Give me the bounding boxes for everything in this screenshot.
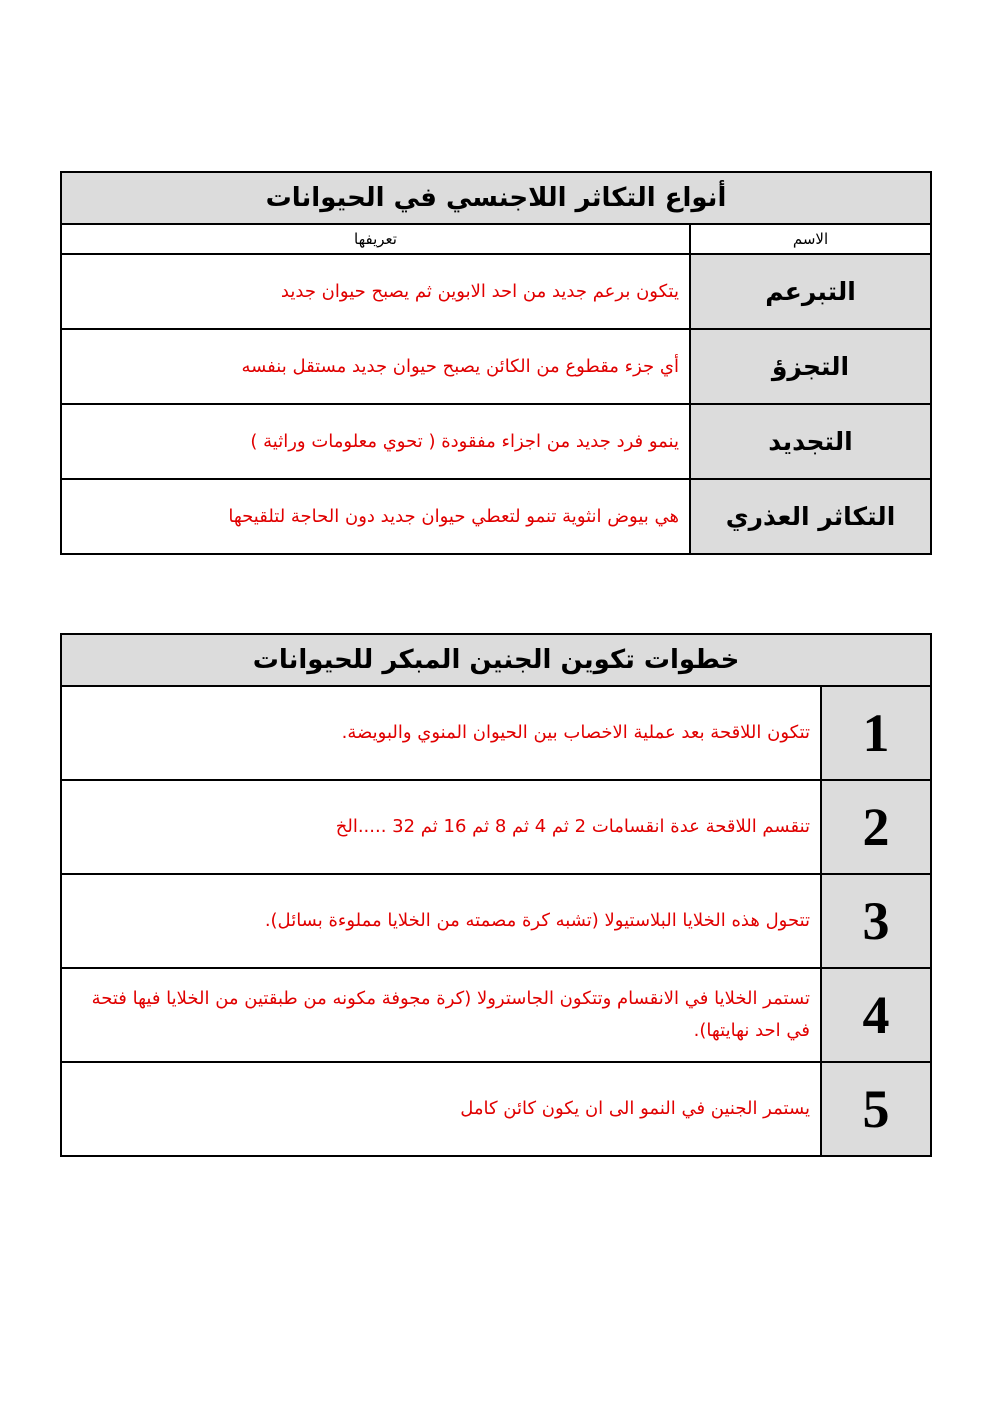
column-header-name: الاسم [690, 224, 931, 254]
step-text: تتكون اللاقحة بعد عملية الاخصاب بين الحيوان المنوي والبويضة. [61, 686, 821, 780]
step-text: تتحول هذه الخلايا البلاستيولا (تشبه كرة مصمته من الخلايا مملوءة بسائل). [61, 874, 821, 968]
table-row [61, 404, 931, 479]
term-definition: هي بيوض انثوية تنمو لتعطي حيوان جديد دون الحاجة لتلقيحها [61, 479, 690, 554]
step-number: 4 [821, 968, 931, 1062]
column-header-definition: تعريفها [61, 224, 690, 254]
term-definition: أي جزء مقطوع من الكائن يصبح حيوان جديد مستقل بنفسه [61, 329, 690, 404]
embryo-development-table [60, 633, 932, 1157]
asexual-reproduction-table [60, 171, 932, 555]
term-name: التكاثر العذري [690, 479, 931, 554]
term-name: التبرعم [690, 254, 931, 329]
term-definition: يتكون برعم جديد من احد الابوين ثم يصبح حيوان جديد [61, 254, 690, 329]
table-row [61, 874, 931, 968]
table-row [61, 254, 931, 329]
step-text: تستمر الخلايا في الانقسام وتتكون الجاسترولا (كرة مجوفة مكونه من طبقتين من الخلايا فيها فتحة في احد نهايتها). [61, 968, 821, 1062]
table-row [61, 780, 931, 874]
step-number: 1 [821, 686, 931, 780]
term-name: التجديد [690, 404, 931, 479]
step-number: 5 [821, 1062, 931, 1156]
step-number: 3 [821, 874, 931, 968]
step-number: 2 [821, 780, 931, 874]
table-row [61, 329, 931, 404]
term-definition: ينمو فرد جديد من اجزاء مفقودة ( تحوي معلومات وراثية ) [61, 404, 690, 479]
embryo-table-title: خطوات تكوين الجنين المبكر للحيوانات [61, 634, 931, 686]
term-name: التجزؤ [690, 329, 931, 404]
table-row [61, 968, 931, 1062]
step-text: تنقسم اللاقحة عدة انقسامات 2 ثم 4 ثم 8 ثم 16 ثم 32 .....الخ [61, 780, 821, 874]
asexual-table-title: أنواع التكاثر اللاجنسي في الحيوانات [61, 172, 931, 224]
table-row [61, 1062, 931, 1156]
step-text: يستمر الجنين في النمو الى ان يكون كائن كامل [61, 1062, 821, 1156]
table-row [61, 686, 931, 780]
table-row [61, 479, 931, 554]
